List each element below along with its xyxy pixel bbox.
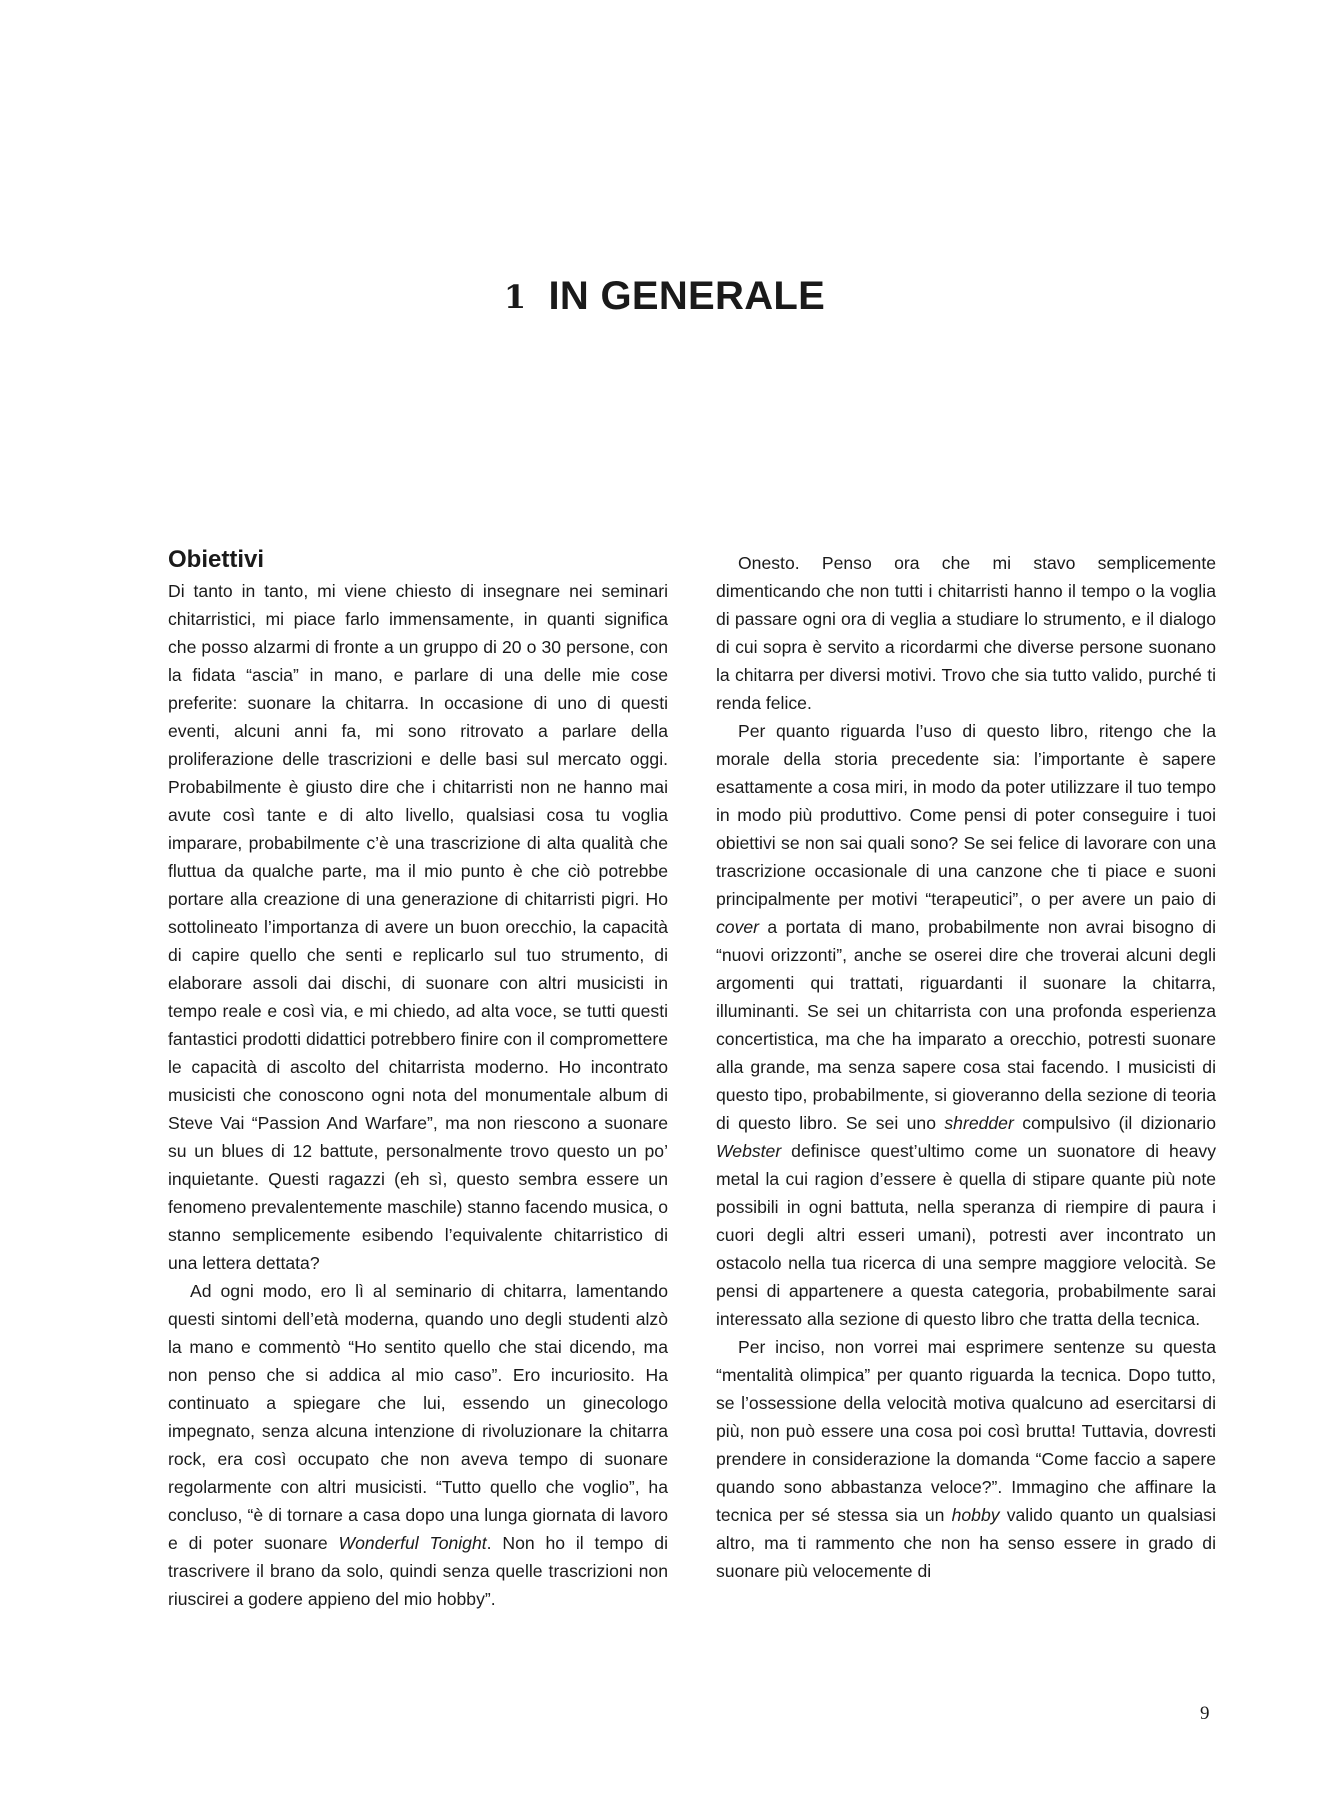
page-number: 9	[1200, 1703, 1210, 1724]
paragraph: Di tanto in tanto, mi viene chiesto di insegnare nei seminari chitarristici, mi piace farlo immensamente, in quanti significa che posso alzarmi di fronte a un gruppo di 20 o 30 persone, con la fidata “ascia” in mano, e parlare di una delle mie cose preferite: suonare la chitarra. In occasione di uno di questi eventi, alcuni anni fa, mi sono ritrovato a parlare della proliferazione delle trascrizioni e delle basi sul mercato oggi. Probabilmente è giusto dire che i chitarristi non ne hanno mai avute così tante e di alto livello, qualsiasi cosa tu voglia imparare, probabilmente c’è una trascrizione di alta qualità che fluttua da qualche parte, ma il mio punto è che ciò potrebbe portare alla creazione di una generazione di chitarristi pigri. Ho sottolineato l’importanza di avere un buon orecchio, la capacità di capire quello che senti e replicarlo sul tuo strumento, di elaborare assoli dai dischi, di suonare con altri musicisti in tempo reale e così via, e mi chiedo, ad alta voce, se tutti questi fantastici prodotti didattici potrebbero finire con il compromettere le capacità di ascolto del chitarrista moderno. Ho incontrato musicisti che conoscono ogni nota del monumentale album di Steve Vai “Passion And Warfare”, ma non riescono a suonare su un blues di 12 battute, personalmente trovo questo un po’ inquietante. Questi ragazzi (eh sì, questo sembra essere un fenomeno prevalentemente maschile) stanno facendo musica, o stanno semplicemente esibendo l’equivalente chitarristico di una lettera dettata?	[168, 581, 668, 1273]
paragraph	[168, 1277, 668, 1613]
text-run: Ad ogni modo, ero lì al seminario di chitarra, lamentando questi sintomi dell’età moderna, quando uno degli studenti alzò la mano e commentò “Ho sentito quello che stai dicendo, ma non penso che si addica al mio caso”. Ero incuriosito. Ha continuato a spiegare che lui, essendo un ginecologo impegnato, senza alcuna intenzione di rivoluzionare la chitarra rock, era così occupato che non aveva tempo di suonare regolarmente con altri musicisti. “Tutto quello che voglio”, ha concluso, “è di tornare a casa dopo una lunga giornata di lavoro e di poter suonare	[168, 1281, 668, 1553]
italic-term: Webster	[716, 1141, 782, 1161]
italic-term: shredder	[944, 1113, 1014, 1133]
chapter-title-text: IN GENERALE	[548, 274, 826, 318]
text-run: a portata di mano, probabilmente non avrai bisogno di “nuovi orizzonti”, anche se oserei dire che troverai alcuni degli argomenti qui trattati, riguardanti il suonare la chitarra, illuminanti. Se sei un chitarrista con una profonda esperienza concertistica, ma che ha imparato a orecchio, potresti suonare alla grande, ma senza sapere cosa stai facendo. I musicisti di questo tipo, probabilmente, si gioveranno della sezione di teoria di questo libro. Se sei uno	[716, 917, 1216, 1133]
left-column	[168, 545, 668, 1613]
italic-term: cover	[716, 917, 760, 937]
text-run: . Non ho il tempo di trascrivere il brano da solo, quindi senza quelle trascrizioni non riuscirei a godere appieno del mio hobby”.	[168, 1533, 668, 1609]
italic-title: Wonderful Tonight	[338, 1533, 487, 1553]
paragraph: Onesto. Penso ora che mi stavo semplicemente dimenticando che non tutti i chitarristi hanno il tempo o la voglia di passare ogni ora di veglia a studiare lo strumento, e il dialogo di cui sopra è servito a ricordarmi che diverse persone suonano la chitarra per diversi motivi. Trovo che sia tutto valido, purché ti renda felice.	[716, 553, 1216, 713]
text-run: definisce quest’ultimo come un suonatore di heavy metal la cui ragion d’essere è quella di stipare quante più note possibili in ogni battuta, nella speranza di riempire di paura i cuori degli altri esseri umani), potresti aver incontrato un ostacolo nella tua ricerca di una sempre maggiore velocità. Se pensi di appartenere a questa categoria, probabilmente sarai interessato alla sezione di questo libro che tratta della tecnica.	[716, 1141, 1216, 1329]
text-run: valido quanto un qualsiasi altro, ma ti rammento che non ha senso essere in grado di suonare più velocemente di	[716, 1505, 1216, 1581]
text-run: compulsivo (il dizionario	[1013, 1113, 1216, 1133]
paragraph	[716, 1333, 1216, 1585]
italic-term: hobby	[951, 1505, 1000, 1525]
section-heading: Obiettivi	[168, 546, 265, 573]
paragraph	[716, 717, 1216, 1333]
text-run: Per inciso, non vorrei mai esprimere sentenze su questa “mentalità olimpica” per quanto riguarda la tecnica. Dopo tutto, se l’ossessione della velocità motiva qualcuno ad esercitarsi di più, non può essere una cosa poi così brutta! Tuttavia, dovresti prendere in considerazione la domanda “Come faccio a sapere quando sono abbastanza veloce?”. Immagino che affinare la tecnica per sé stessa sia un	[716, 1337, 1216, 1525]
chapter-number: 1	[503, 278, 527, 316]
right-column	[716, 549, 1216, 1585]
text-run: Per quanto riguarda l’uso di questo libro, ritengo che la morale della storia precedente sia: l’importante è sapere esattamente a cosa miri, in modo da poter utilizzare il tuo tempo in modo più produttivo. Come pensi di poter conseguire i tuoi obiettivi se non sai quali sono? Se sei felice di lavorare con una trascrizione occasionale di una canzone che ti piace e suoni principalmente per motivi “terapeutici”, o per avere un paio di	[716, 721, 1216, 909]
chapter-title	[0, 268, 1329, 325]
